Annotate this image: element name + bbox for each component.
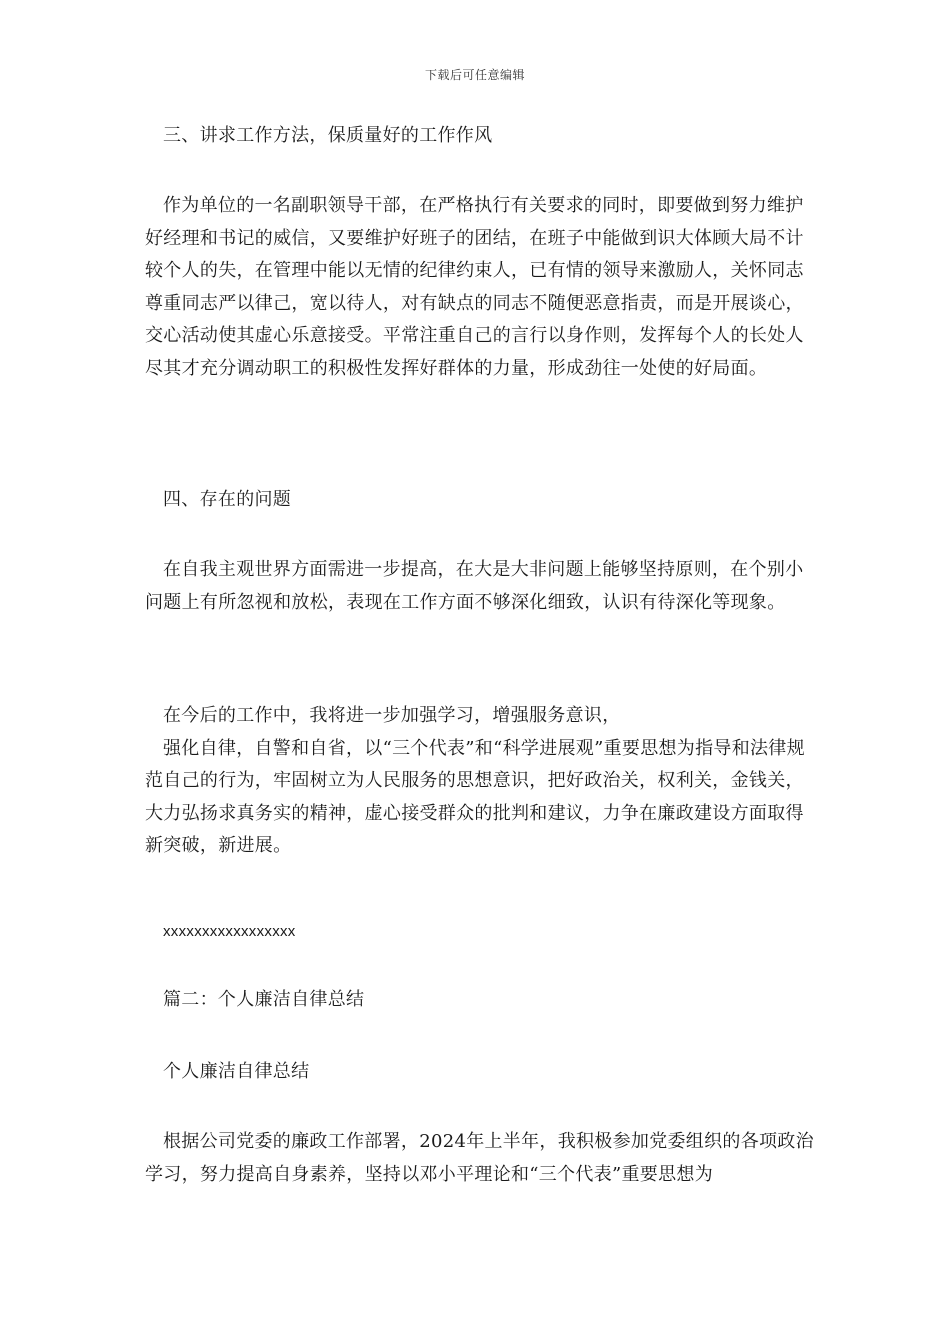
section-3-title: 三、讲求工作方法，保质量好的工作作风 bbox=[163, 125, 493, 146]
part-2-subheading bbox=[145, 1056, 817, 1089]
part-2-body-block bbox=[145, 1126, 817, 1191]
section-4-heading bbox=[145, 484, 817, 517]
separator-block bbox=[145, 916, 817, 949]
separator-line: xxxxxxxxxxxxxxxxx bbox=[163, 923, 296, 940]
part-2-body: 根据公司党委的廉政工作部署，2024年上半年，我积极参加党委组织的各项政治学习，努力提高自身素养，坚持以邓小平理论和“三个代表”重要思想为 bbox=[145, 1131, 814, 1185]
future-plan-body: 强化自律，自警和自省，以“三个代表”和“科学进展观”重要思想为指导和法律规范自己的行为，牢固树立为人民服务的思想意识，把好政治关，权利关，金钱关，大力弘扬求真务实的精神，虚心接受群众的批判和建议，力争在廉政建设方面取得新突破，新进展。 bbox=[145, 737, 805, 856]
section-3-body: 作为单位的一名副职领导干部，在严格执行有关要求的同时，即要做到努力维护好经理和书记的威信，又要维护好班子的团结，在班子中能做到识大体顾大局不计较个人的失，在管理中能以无情的纪律约束人，已有情的领导来激励人，关怀同志尊重同志严以律己，宽以待人，对有缺点的同志不随便恶意指责，而是开展谈心，交心活动使其虚心乐意接受。平常注重自己的言行以身作则，发挥每个人的长处人尽其才充分调动职工的积极性发挥好群体的力量，形成劲往一处使的好局面。 bbox=[145, 195, 804, 379]
part-2-heading bbox=[145, 984, 817, 1017]
section-3-body-block bbox=[145, 190, 817, 385]
section-4-body: 在自我主观世界方面需进一步提高，在大是大非问题上能够坚持原则，在个别小问题上有所忽视和放松，表现在工作方面不够深化细致，认识有待深化等现象。 bbox=[145, 559, 804, 613]
section-3-heading bbox=[145, 120, 817, 153]
section-4-title: 四、存在的问题 bbox=[163, 489, 292, 510]
section-4-body-block bbox=[145, 554, 817, 619]
part-2-subtitle: 个人廉洁自律总结 bbox=[163, 1061, 310, 1082]
future-plan-block bbox=[145, 700, 817, 863]
part-2-title: 篇二：个人廉洁自律总结 bbox=[163, 989, 365, 1010]
future-plan-line-1: 在今后的工作中，我将进一步加强学习，增强服务意识， bbox=[163, 705, 621, 726]
header-note: 下载后可任意编辑 bbox=[424, 68, 525, 82]
